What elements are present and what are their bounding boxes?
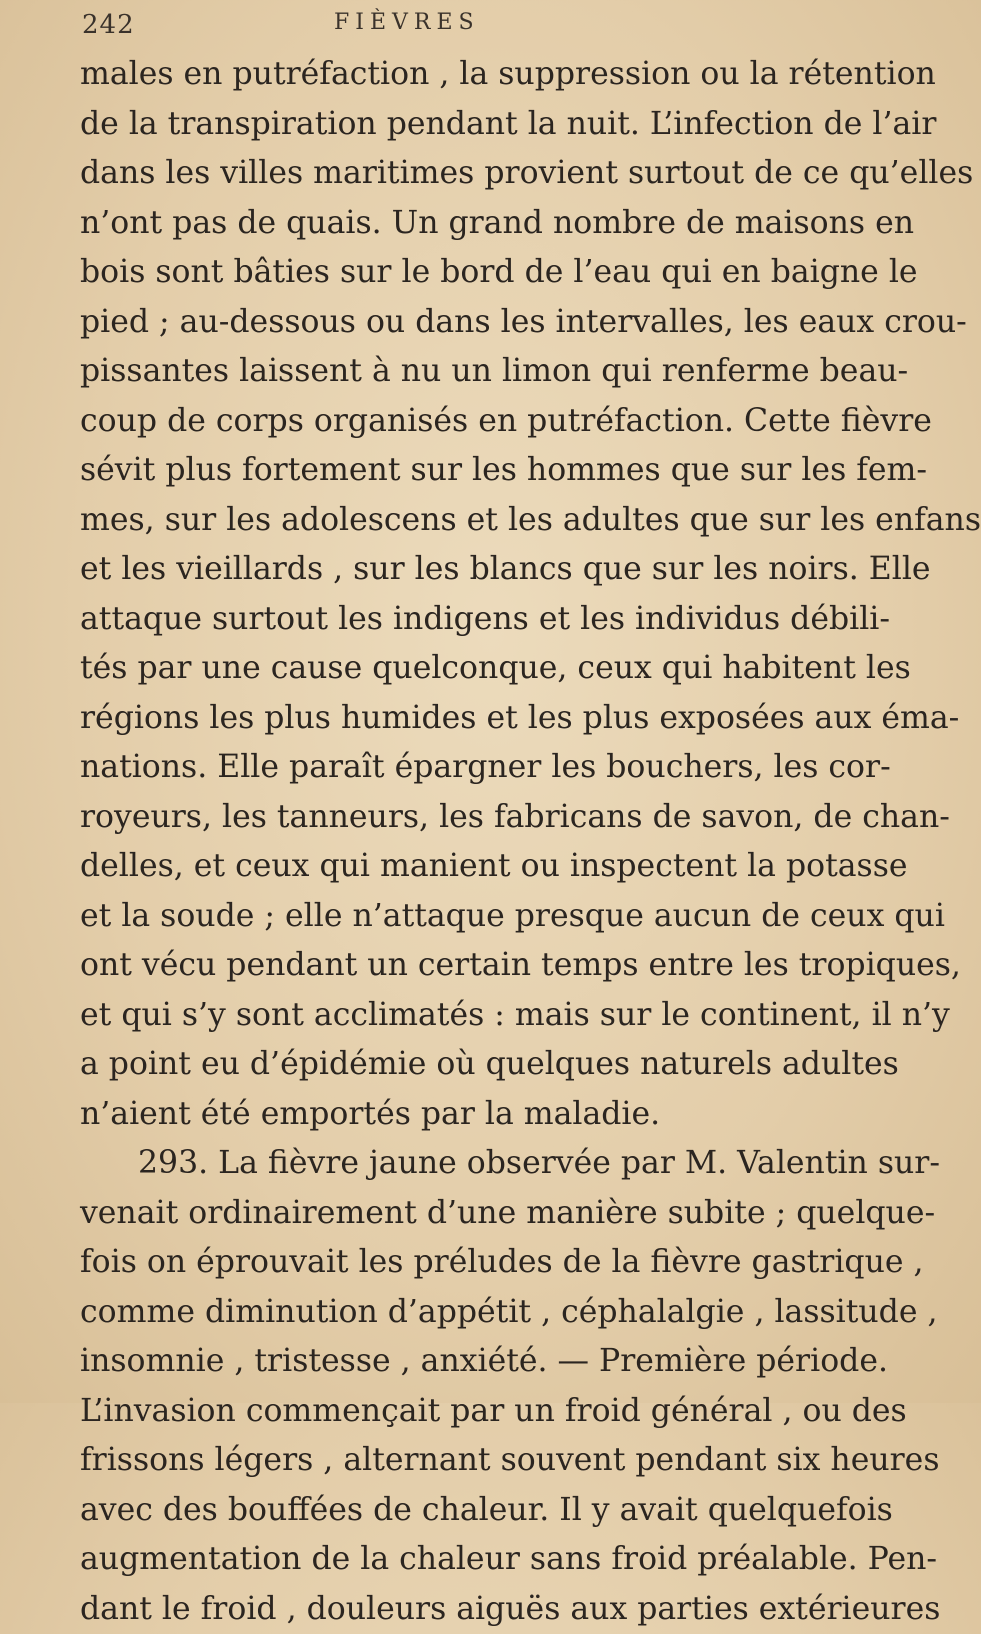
running-head (82, 6, 722, 46)
text-line: et la soude ; elle n’attaque presque aucun de ceux qui (80, 892, 780, 942)
text-line: a point eu d’épidémie où quelques naturels adultes (80, 1040, 780, 1090)
text-line: fois on éprouvait les préludes de la fièvre gastrique , (80, 1238, 780, 1288)
text-line: dant le froid , douleurs aiguës aux parties extérieures (80, 1585, 780, 1634)
text-line: tés par une cause quelconque, ceux qui habitent les (80, 644, 780, 694)
text-line: avec des bouffées de chaleur. Il y avait quelquefois (80, 1486, 780, 1536)
text-line: comme diminution d’appétit , céphalalgie , lassitude , (80, 1288, 780, 1338)
page-number: 242 (82, 10, 135, 40)
text-line: n’ont pas de quais. Un grand nombre de maisons en (80, 199, 780, 249)
text-line: pied ; au-dessous ou dans les intervalles, les eaux crou- (80, 298, 780, 348)
text-line: nations. Elle paraît épargner les bouchers, les cor- (80, 743, 780, 793)
text-line: et qui s’y sont acclimatés : mais sur le continent, il n’y (80, 991, 780, 1041)
text-line: de la transpiration pendant la nuit. L’infection de l’air (80, 100, 780, 150)
text-line: n’aient été emportés par la maladie. (80, 1090, 780, 1140)
text-line: sévit plus fortement sur les hommes que sur les fem- (80, 446, 780, 496)
text-line: frissons légers , alternant souvent pendant six heures (80, 1436, 780, 1486)
text-line: ont vécu pendant un certain temps entre les tropiques, (80, 941, 780, 991)
text-line: venait ordinairement d’une manière subite ; quelque- (80, 1189, 780, 1239)
text-line: régions les plus humides et les plus exposées aux éma- (80, 694, 780, 744)
running-title: FIÈVRES (334, 10, 480, 35)
text-line: et les vieillards , sur les blancs que sur les noirs. Elle (80, 545, 780, 595)
text-line: pissantes laissent à nu un limon qui renferme beau- (80, 347, 780, 397)
text-line: insomnie , tristesse , anxiété. — Première période. (80, 1337, 780, 1387)
text-line: attaque surtout les indigens et les individus débili- (80, 595, 780, 645)
text-line: coup de corps organisés en putréfaction. Cette fièvre (80, 397, 780, 447)
text-line: L’invasion commençait par un froid général , ou des (80, 1387, 780, 1437)
text-line: royeurs, les tanneurs, les fabricans de savon, de chan- (80, 793, 780, 843)
text-line: mes, sur les adolescens et les adultes que sur les enfans (80, 496, 780, 546)
text-line: delles, et ceux qui manient ou inspectent la potasse (80, 842, 780, 892)
body-text (80, 50, 780, 1634)
text-line: bois sont bâties sur le bord de l’eau qui en baigne le (80, 248, 780, 298)
text-line: dans les villes maritimes provient surtout de ce qu’elles (80, 149, 780, 199)
text-line: males en putréfaction , la suppression ou la rétention (80, 50, 780, 100)
text-line: augmentation de la chaleur sans froid préalable. Pen- (80, 1535, 780, 1585)
text-line-paragraph-start: 293. La fièvre jaune observée par M. Valentin sur- (80, 1139, 780, 1189)
